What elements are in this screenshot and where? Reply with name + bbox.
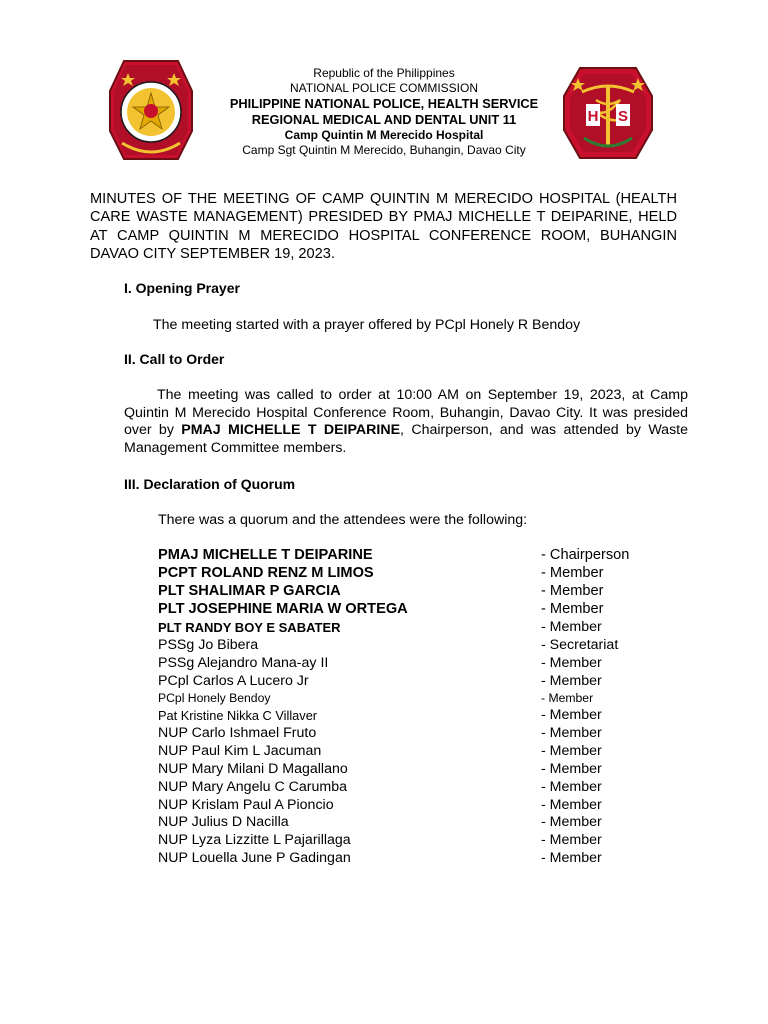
attendee-row — [158, 832, 678, 849]
attendee-role: - Member — [541, 673, 602, 689]
section-call-to-order-text — [124, 387, 688, 457]
svg-text:H: H — [587, 108, 599, 125]
attendee-row — [158, 673, 678, 690]
attendee-name: PSSg Jo Bibera — [158, 637, 259, 653]
attendee-name: NUP Krislam Paul A Pioncio — [158, 797, 334, 813]
attendee-name: PLT RANDY BOY E SABATER — [158, 620, 341, 635]
attendee-role: - Member — [541, 601, 604, 617]
letterhead-address: Camp Sgt Quintin M Merecido, Buhangin, Davao City — [242, 143, 526, 157]
attendee-row — [158, 708, 678, 725]
attendee-name: NUP Julius D Nacilla — [158, 814, 289, 830]
attendee-name: PCPT ROLAND RENZ M LIMOS — [158, 565, 374, 581]
attendee-name: NUP Louella June P Gadingan — [158, 850, 351, 866]
document-title: MINUTES OF THE MEETING OF CAMP QUINTIN M MERECIDO HOSPITAL (HEALTH CARE WASTE MANAGEMENT) PRESIDED BY PMAJ MICHELLE T DEIPARINE, HELD AT CAMP QUINTIN M MERECIDO HOSPITAL CONFERENCE ROOM, BUHANGIN DAVAO CITY SEPTEMBER 19, 2023. — [90, 191, 677, 263]
letterhead-pnp-health-service: PHILIPPINE NATIONAL POLICE, HEALTH SERVICE — [229, 96, 539, 111]
attendee-role: - Member — [541, 707, 602, 723]
section-quorum-text: There was a quorum and the attendees were the following: — [158, 512, 528, 528]
attendee-role: - Member — [541, 725, 602, 741]
attendee-row — [158, 779, 678, 796]
attendee-row — [158, 583, 678, 600]
attendee-row — [158, 761, 678, 778]
attendee-row — [158, 565, 678, 582]
pnp-seal-logo — [108, 57, 194, 163]
letterhead-hospital: Camp Quintin M Merecido Hospital — [284, 128, 484, 142]
attendee-role: - Secretariat — [541, 637, 619, 653]
attendee-name: NUP Carlo Ishmael Fruto — [158, 725, 317, 741]
attendee-role: - Member — [541, 619, 602, 635]
health-service-seal-logo — [562, 66, 654, 160]
attendee-row — [158, 637, 678, 654]
section-opening-prayer-text: The meeting started with a prayer offered by PCpl Honely R Bendoy — [153, 317, 581, 333]
attendee-row — [158, 691, 678, 708]
section-quorum-heading: III. Declaration of Quorum — [124, 476, 296, 492]
attendee-name: PMAJ MICHELLE T DEIPARINE — [158, 547, 373, 563]
attendee-row — [158, 850, 678, 867]
attendee-role: - Member — [541, 832, 602, 848]
attendee-role: - Member — [541, 814, 602, 830]
attendee-role: - Member — [541, 797, 602, 813]
attendee-row — [158, 797, 678, 814]
attendee-role: - Member — [541, 583, 604, 599]
attendee-row — [158, 620, 678, 637]
attendee-name: PCpl Honely Bendoy — [158, 691, 271, 705]
attendee-role: - Member — [541, 779, 602, 795]
letterhead-republic: Republic of the Philippines — [313, 66, 455, 80]
attendee-role: - Member — [541, 761, 602, 777]
attendee-name: PLT JOSEPHINE MARIA W ORTEGA — [158, 601, 408, 617]
attendee-name: NUP Paul Kim L Jacuman — [158, 743, 322, 759]
attendee-role: - Member — [541, 850, 602, 866]
attendee-name: Pat Kristine Nikka C Villaver — [158, 708, 318, 723]
svg-text:S: S — [617, 108, 629, 125]
letterhead — [196, 66, 572, 158]
attendee-name: PCpl Carlos A Lucero Jr — [158, 673, 309, 689]
attendee-row — [158, 547, 678, 564]
call-to-order-text-part1: The meeting was called to order at 10:00 AM on September 19, 2023, at Camp Quintin M Merecido Hospital Conference Room, Buhangin, Davao City. It was presided over by — [124, 387, 688, 438]
call-to-order-text-part2: , Chairperson, and was attended by Waste Management Committee members. — [124, 422, 688, 456]
attendee-row — [158, 814, 678, 831]
attendee-role: - Member — [541, 691, 594, 705]
section-call-to-order-heading: II. Call to Order — [124, 351, 225, 367]
attendee-name: NUP Mary Angelu C Carumba — [158, 779, 347, 795]
attendee-role: - Member — [541, 743, 602, 759]
chairperson-name: PMAJ MICHELLE T DEIPARINE — [181, 422, 401, 438]
attendee-name: PSSg Alejandro Mana-ay II — [158, 655, 329, 671]
attendee-role: - Member — [541, 655, 602, 671]
attendee-row — [158, 725, 678, 742]
attendee-row — [158, 655, 678, 672]
attendee-row — [158, 601, 678, 618]
letterhead-napolcom: NATIONAL POLICE COMMISSION — [289, 81, 479, 95]
attendee-role: - Member — [541, 565, 604, 581]
attendee-role: - Chairperson — [541, 547, 630, 563]
attendee-row — [158, 743, 678, 760]
attendee-name: PLT SHALIMAR P GARCIA — [158, 583, 341, 599]
attendee-name: NUP Mary Milani D Magallano — [158, 761, 348, 777]
letterhead-unit: REGIONAL MEDICAL AND DENTAL UNIT 11 — [251, 112, 517, 127]
section-opening-prayer-heading: I. Opening Prayer — [124, 280, 240, 296]
attendee-name: NUP Lyza Lizzitte L Pajarillaga — [158, 832, 351, 848]
